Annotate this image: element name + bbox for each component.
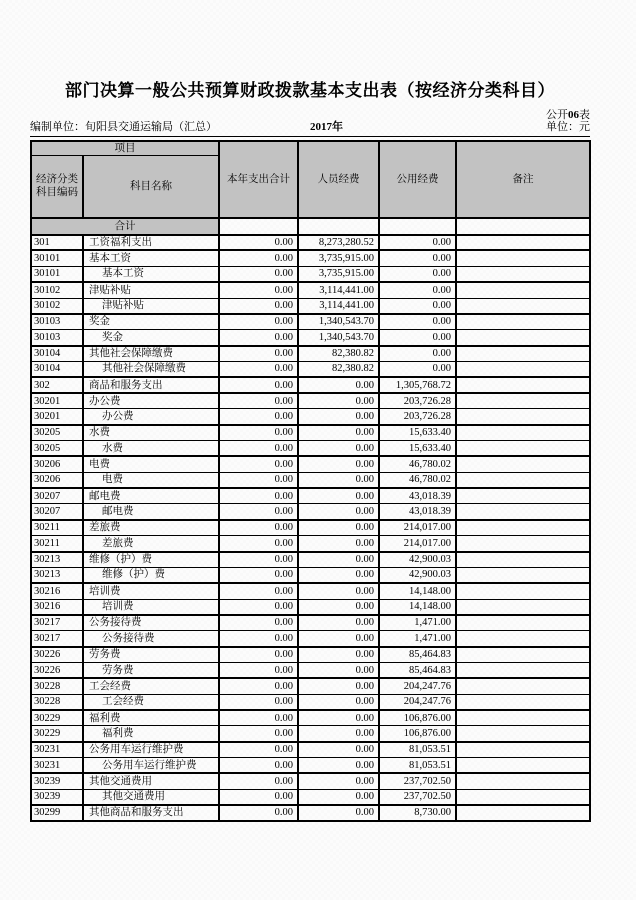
personnel-cell: 0.00	[298, 520, 379, 536]
name-cell: 维修（护）费	[83, 567, 219, 583]
public-cell: 46,780.02	[379, 456, 456, 472]
personnel-cell: 3,735,915.00	[298, 266, 379, 282]
name-cell: 其他社会保障缴费	[83, 361, 219, 377]
total-cell: 0.00	[219, 393, 298, 409]
public-cell: 0.00	[379, 282, 456, 298]
personnel-cell: 0.00	[298, 472, 379, 488]
remark-cell	[456, 567, 590, 583]
personnel-cell: 0.00	[298, 504, 379, 520]
total-cell: 0.00	[219, 536, 298, 552]
header-row-project	[31, 141, 590, 156]
remark-cell	[456, 393, 590, 409]
total-cell: 0.00	[219, 615, 298, 631]
personnel-cell: 0.00	[298, 456, 379, 472]
remark-cell	[456, 694, 590, 710]
code-cell: 30207	[31, 504, 83, 520]
remark-cell	[456, 314, 590, 330]
report-sheet	[30, 0, 590, 822]
total-cell: 0.00	[219, 409, 298, 425]
remark-cell	[456, 330, 590, 346]
code-cell: 30226	[31, 647, 83, 663]
remark-cell	[456, 250, 590, 266]
public-cell: 0.00	[379, 250, 456, 266]
header-remark-col: 备注	[456, 141, 590, 218]
code-cell: 30216	[31, 583, 83, 599]
remark-cell	[456, 710, 590, 726]
public-cell: 0.00	[379, 346, 456, 362]
code-cell: 30228	[31, 678, 83, 694]
remark-cell	[456, 599, 590, 615]
name-cell: 奖金	[83, 330, 219, 346]
total-cell: 0.00	[219, 282, 298, 298]
remark-cell	[456, 726, 590, 742]
public-cell: 0.00	[379, 314, 456, 330]
personnel-cell: 0.00	[298, 710, 379, 726]
personnel-cell: 0.00	[298, 441, 379, 457]
name-cell: 商品和服务支出	[83, 377, 219, 393]
total-cell: 0.00	[219, 488, 298, 504]
public-cell: 15,633.40	[379, 425, 456, 441]
personnel-cell: 0.00	[298, 377, 379, 393]
table-row	[31, 789, 590, 805]
personnel-cell: 0.00	[298, 583, 379, 599]
name-cell: 福利费	[83, 726, 219, 742]
code-cell: 30231	[31, 742, 83, 758]
total-cell: 0.00	[219, 647, 298, 663]
personnel-cell: 1,340,543.70	[298, 314, 379, 330]
info-line	[30, 122, 590, 137]
code-cell: 30211	[31, 536, 83, 552]
code-cell: 30103	[31, 330, 83, 346]
table-row	[31, 678, 590, 694]
code-cell: 30228	[31, 694, 83, 710]
table-row	[31, 266, 590, 282]
personnel-cell: 82,380.82	[298, 361, 379, 377]
total-cell: 0.00	[219, 472, 298, 488]
code-cell: 30216	[31, 599, 83, 615]
personnel-cell: 0.00	[298, 805, 379, 821]
total-cell: 0.00	[219, 773, 298, 789]
header-code-col: 经济分类 科目编码	[31, 156, 83, 218]
code-cell: 30239	[31, 773, 83, 789]
name-cell: 福利费	[83, 710, 219, 726]
table-row	[31, 520, 590, 536]
total-cell: 0.00	[219, 266, 298, 282]
total-cell: 0.00	[219, 757, 298, 773]
code-cell: 30207	[31, 488, 83, 504]
code-cell: 30201	[31, 393, 83, 409]
public-cell: 1,471.00	[379, 615, 456, 631]
total-cell: 0.00	[219, 504, 298, 520]
table-row	[31, 472, 590, 488]
name-cell: 劳务费	[83, 647, 219, 663]
total-cell: 0.00	[219, 789, 298, 805]
name-cell: 电费	[83, 456, 219, 472]
personnel-cell: 0.00	[298, 789, 379, 805]
table-row	[31, 552, 590, 568]
public-cell: 42,900.03	[379, 567, 456, 583]
table-row	[31, 235, 590, 251]
total-cell: 0.00	[219, 631, 298, 647]
name-cell: 维修（护）费	[83, 552, 219, 568]
personnel-cell: 0.00	[298, 694, 379, 710]
total-row-label: 合计	[31, 218, 219, 235]
name-cell: 津贴补贴	[83, 298, 219, 314]
name-cell: 其他商品和服务支出	[83, 805, 219, 821]
header-total-col: 本年支出合计	[219, 141, 298, 218]
remark-cell	[456, 662, 590, 678]
code-cell: 30201	[31, 409, 83, 425]
name-cell: 其他交通费用	[83, 773, 219, 789]
code-cell: 30102	[31, 282, 83, 298]
remark-cell	[456, 631, 590, 647]
table-row	[31, 441, 590, 457]
name-cell: 培训费	[83, 583, 219, 599]
remark-cell	[456, 266, 590, 282]
table-row	[31, 504, 590, 520]
table-row	[31, 282, 590, 298]
name-cell: 工资福利支出	[83, 235, 219, 251]
total-cell: 0.00	[219, 314, 298, 330]
public-cell: 203,726.28	[379, 393, 456, 409]
public-cell: 85,464.83	[379, 647, 456, 663]
year-label: 2017年	[310, 121, 343, 133]
table-row	[31, 757, 590, 773]
total-cell: 0.00	[219, 250, 298, 266]
table-row	[31, 536, 590, 552]
total-cell: 0.00	[219, 583, 298, 599]
public-cell: 81,053.51	[379, 742, 456, 758]
personnel-cell: 0.00	[298, 425, 379, 441]
total-cell: 0.00	[219, 567, 298, 583]
public-cell: 0.00	[379, 361, 456, 377]
total-cell: 0.00	[219, 441, 298, 457]
public-cell: 8,730.00	[379, 805, 456, 821]
name-cell: 公务接待费	[83, 631, 219, 647]
code-cell: 30103	[31, 314, 83, 330]
code-cell: 30211	[31, 520, 83, 536]
name-cell: 办公费	[83, 409, 219, 425]
public-cell: 14,148.00	[379, 599, 456, 615]
remark-cell	[456, 472, 590, 488]
total-cell: 0.00	[219, 330, 298, 346]
table-row	[31, 647, 590, 663]
personnel-cell: 0.00	[298, 757, 379, 773]
public-cell: 42,900.03	[379, 552, 456, 568]
total-cell: 0.00	[219, 298, 298, 314]
remark-cell	[456, 742, 590, 758]
public-cell: 0.00	[379, 298, 456, 314]
name-cell: 津贴补贴	[83, 282, 219, 298]
page-title: 部门决算一般公共预算财政拨款基本支出表（按经济分类科目）	[65, 81, 555, 100]
total-cell: 0.00	[219, 425, 298, 441]
total-cell: 0.00	[219, 552, 298, 568]
public-cell: 0.00	[379, 266, 456, 282]
personnel-cell: 0.00	[298, 393, 379, 409]
public-cell: 1,471.00	[379, 631, 456, 647]
personnel-cell: 0.00	[298, 567, 379, 583]
remark-cell	[456, 647, 590, 663]
public-cell: 0.00	[379, 330, 456, 346]
public-cell: 43,018.39	[379, 488, 456, 504]
table-row	[31, 567, 590, 583]
name-cell: 工会经费	[83, 678, 219, 694]
name-cell: 邮电费	[83, 504, 219, 520]
unit-label: 单位：元	[546, 121, 590, 133]
total-cell: 0.00	[219, 662, 298, 678]
total-cell: 0.00	[219, 520, 298, 536]
name-cell: 其他社会保障缴费	[83, 346, 219, 362]
public-cell: 106,876.00	[379, 710, 456, 726]
remark-cell	[456, 441, 590, 457]
table-row	[31, 361, 590, 377]
remark-cell	[456, 789, 590, 805]
table-row	[31, 377, 590, 393]
table-row	[31, 710, 590, 726]
public-cell: 81,053.51	[379, 757, 456, 773]
total-cell: 0.00	[219, 456, 298, 472]
name-cell: 公务用车运行维护费	[83, 757, 219, 773]
personnel-cell: 0.00	[298, 742, 379, 758]
total-row-public-cell	[379, 218, 456, 235]
table-row	[31, 250, 590, 266]
header-personnel-col: 人员经费	[298, 141, 379, 218]
expenditure-table	[30, 140, 591, 822]
public-cell: 237,702.50	[379, 773, 456, 789]
public-cell: 85,464.83	[379, 662, 456, 678]
code-cell: 301	[31, 235, 83, 251]
remark-cell	[456, 282, 590, 298]
code-cell: 302	[31, 377, 83, 393]
name-cell: 奖金	[83, 314, 219, 330]
header-name-col: 科目名称	[83, 156, 219, 218]
personnel-cell: 0.00	[298, 773, 379, 789]
public-cell: 14,148.00	[379, 583, 456, 599]
table-row	[31, 409, 590, 425]
table-row	[31, 583, 590, 599]
remark-cell	[456, 536, 590, 552]
remark-cell	[456, 361, 590, 377]
table-row	[31, 694, 590, 710]
total-cell: 0.00	[219, 377, 298, 393]
name-cell: 基本工资	[83, 266, 219, 282]
total-cell: 0.00	[219, 710, 298, 726]
remark-cell	[456, 377, 590, 393]
public-cell: 214,017.00	[379, 536, 456, 552]
name-cell: 水费	[83, 441, 219, 457]
name-cell: 水费	[83, 425, 219, 441]
table-row	[31, 314, 590, 330]
code-cell: 30102	[31, 298, 83, 314]
personnel-cell: 0.00	[298, 488, 379, 504]
remark-cell	[456, 346, 590, 362]
name-cell: 基本工资	[83, 250, 219, 266]
remark-cell	[456, 520, 590, 536]
code-cell: 30206	[31, 456, 83, 472]
total-cell: 0.00	[219, 678, 298, 694]
total-cell: 0.00	[219, 346, 298, 362]
table-row	[31, 615, 590, 631]
public-cell: 203,726.28	[379, 409, 456, 425]
name-cell: 差旅费	[83, 520, 219, 536]
table-row	[31, 726, 590, 742]
total-cell: 0.00	[219, 742, 298, 758]
table-row	[31, 742, 590, 758]
code-cell: 30104	[31, 346, 83, 362]
remark-cell	[456, 678, 590, 694]
personnel-cell: 0.00	[298, 631, 379, 647]
code-cell: 30206	[31, 472, 83, 488]
personnel-cell: 3,114,441.00	[298, 282, 379, 298]
remark-cell	[456, 504, 590, 520]
code-cell: 30104	[31, 361, 83, 377]
form-code-number: 06	[568, 109, 579, 121]
personnel-cell: 8,273,280.52	[298, 235, 379, 251]
total-row-total-cell	[219, 218, 298, 235]
prepared-by-label: 编制单位：旬阳县交通运输局（汇总）	[30, 121, 217, 133]
public-cell: 106,876.00	[379, 726, 456, 742]
header-public-col: 公用经费	[379, 141, 456, 218]
remark-cell	[456, 425, 590, 441]
code-cell: 30231	[31, 757, 83, 773]
remark-cell	[456, 298, 590, 314]
remark-cell	[456, 235, 590, 251]
personnel-cell: 0.00	[298, 726, 379, 742]
remark-cell	[456, 805, 590, 821]
total-row	[31, 218, 590, 235]
table-row	[31, 425, 590, 441]
personnel-cell: 0.00	[298, 536, 379, 552]
code-cell: 30229	[31, 710, 83, 726]
personnel-cell: 1,340,543.70	[298, 330, 379, 346]
public-cell: 214,017.00	[379, 520, 456, 536]
personnel-cell: 3,735,915.00	[298, 250, 379, 266]
total-cell: 0.00	[219, 235, 298, 251]
total-cell: 0.00	[219, 361, 298, 377]
public-cell: 15,633.40	[379, 441, 456, 457]
form-code-suffix: 表	[579, 109, 590, 121]
public-cell: 204,247.76	[379, 678, 456, 694]
table-row	[31, 599, 590, 615]
table-row	[31, 662, 590, 678]
remark-cell	[456, 757, 590, 773]
name-cell: 电费	[83, 472, 219, 488]
total-cell: 0.00	[219, 694, 298, 710]
personnel-cell: 82,380.82	[298, 346, 379, 362]
code-cell: 30213	[31, 567, 83, 583]
table-row	[31, 393, 590, 409]
remark-cell	[456, 552, 590, 568]
personnel-cell: 0.00	[298, 678, 379, 694]
code-cell: 30217	[31, 615, 83, 631]
name-cell: 其他交通费用	[83, 789, 219, 805]
remark-cell	[456, 456, 590, 472]
remark-cell	[456, 583, 590, 599]
table-row	[31, 330, 590, 346]
total-row-remark-cell	[456, 218, 590, 235]
code-cell: 30229	[31, 726, 83, 742]
table-row	[31, 805, 590, 821]
table-row	[31, 346, 590, 362]
form-code-prefix: 公开	[546, 109, 568, 121]
personnel-cell: 0.00	[298, 615, 379, 631]
remark-cell	[456, 615, 590, 631]
public-cell: 0.00	[379, 235, 456, 251]
code-cell: 30101	[31, 266, 83, 282]
name-cell: 培训费	[83, 599, 219, 615]
public-cell: 204,247.76	[379, 694, 456, 710]
code-cell: 30217	[31, 631, 83, 647]
header-project: 项目	[31, 141, 219, 156]
name-cell: 劳务费	[83, 662, 219, 678]
table-row	[31, 631, 590, 647]
total-row-personnel-cell	[298, 218, 379, 235]
personnel-cell: 0.00	[298, 409, 379, 425]
code-cell: 30299	[31, 805, 83, 821]
code-cell: 30101	[31, 250, 83, 266]
name-cell: 公务用车运行维护费	[83, 742, 219, 758]
code-cell: 30226	[31, 662, 83, 678]
remark-cell	[456, 488, 590, 504]
table-row	[31, 456, 590, 472]
name-cell: 公务接待费	[83, 615, 219, 631]
name-cell: 邮电费	[83, 488, 219, 504]
code-cell: 30205	[31, 425, 83, 441]
remark-cell	[456, 773, 590, 789]
table-row	[31, 488, 590, 504]
personnel-cell: 0.00	[298, 599, 379, 615]
personnel-cell: 0.00	[298, 662, 379, 678]
name-cell: 差旅费	[83, 536, 219, 552]
table-row	[31, 298, 590, 314]
public-cell: 43,018.39	[379, 504, 456, 520]
public-cell: 237,702.50	[379, 789, 456, 805]
public-cell: 46,780.02	[379, 472, 456, 488]
code-cell: 30213	[31, 552, 83, 568]
name-cell: 工会经费	[83, 694, 219, 710]
total-cell: 0.00	[219, 726, 298, 742]
personnel-cell: 3,114,441.00	[298, 298, 379, 314]
total-cell: 0.00	[219, 599, 298, 615]
name-cell: 办公费	[83, 393, 219, 409]
personnel-cell: 0.00	[298, 552, 379, 568]
table-row	[31, 773, 590, 789]
public-cell: 1,305,768.72	[379, 377, 456, 393]
code-cell: 30205	[31, 441, 83, 457]
code-cell: 30239	[31, 789, 83, 805]
total-cell: 0.00	[219, 805, 298, 821]
remark-cell	[456, 409, 590, 425]
personnel-cell: 0.00	[298, 647, 379, 663]
